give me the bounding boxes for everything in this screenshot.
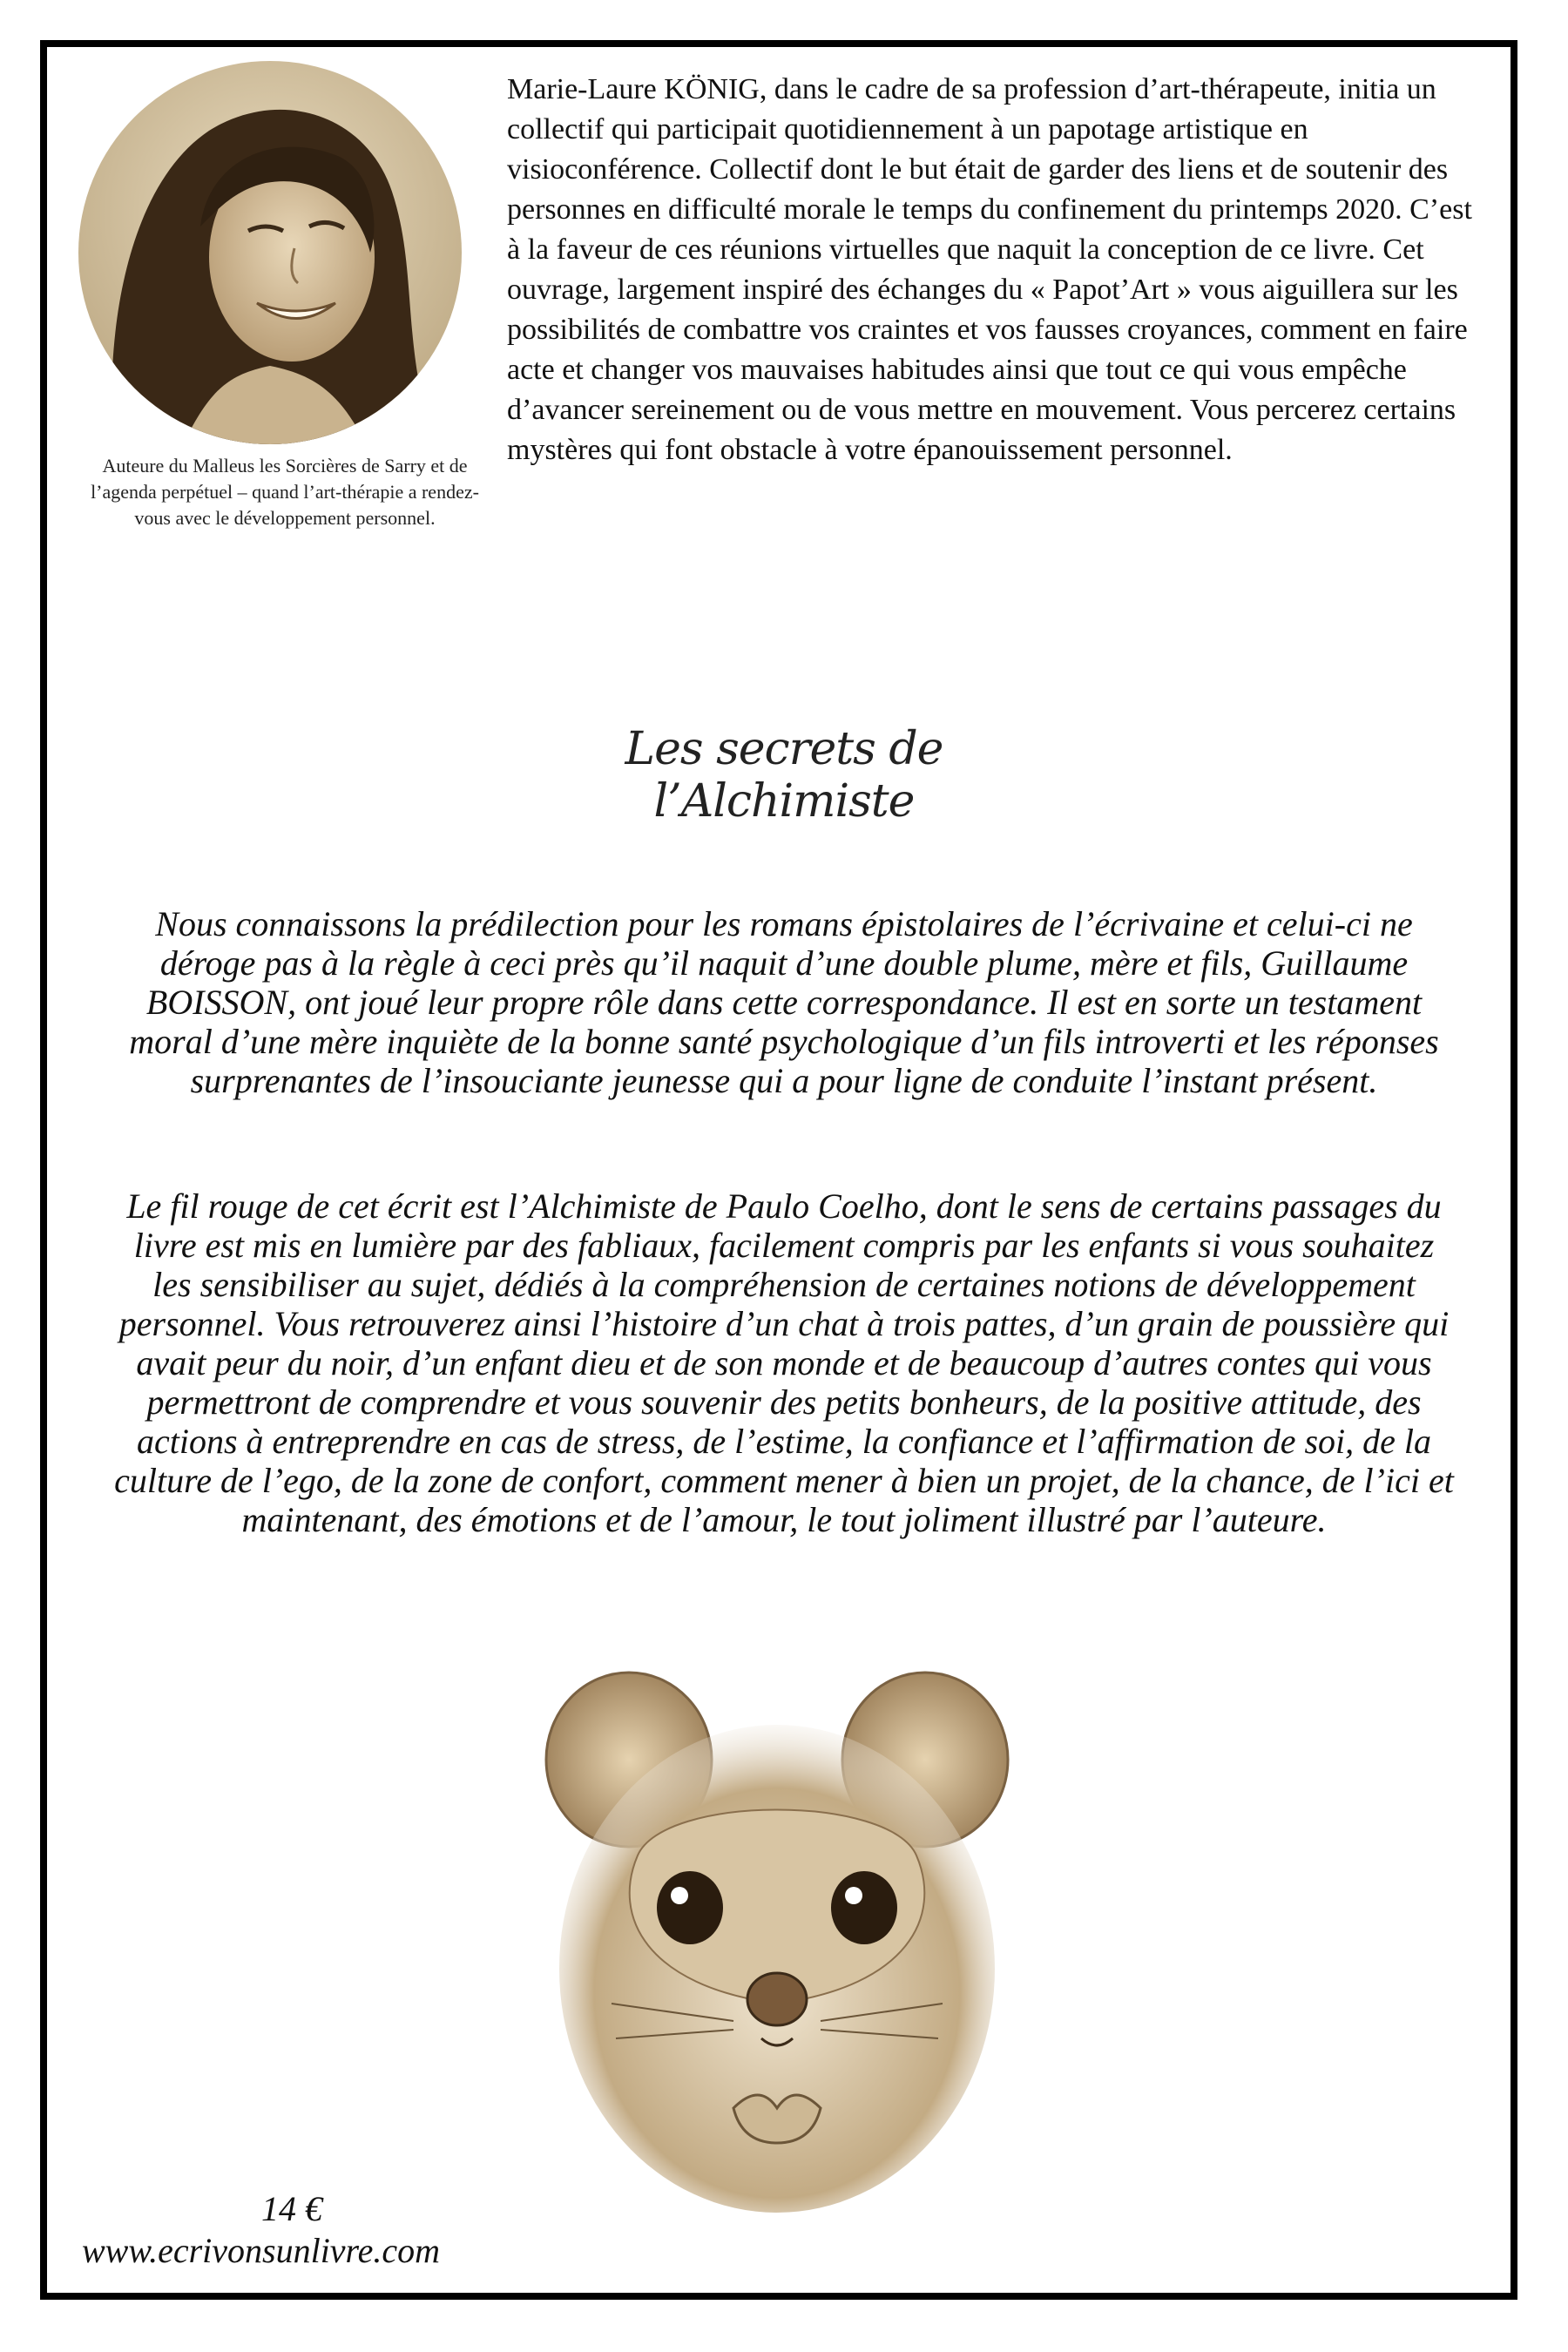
- book-title: Les secrets de l’Alchimiste: [625, 723, 943, 828]
- author-caption: Auteure du Malleus les Sorcières de Sarry et de l’agenda perpétuel – quand l’art-thérapie a rendez-vous avec le développement personnel.: [91, 455, 479, 529]
- synopsis-paragraph-2: Le fil rouge de cet écrit est l’Alchimiste de Paulo Coelho, dont le sens de certains passages du livre est mis en lumière par des fabliaux, facilement compris par les enfants si vous souhaitez les sensibiliser au sujet, dédiés à la compréhension de certaines notions de développement personnel. Vous retrouverez ainsi l’histoire d’un chat à trois pattes, d’un grain de poussière qui avait peur du noir, d’un enfant dieu et de son monde et de beaucoup d’autres contes qui vous permettront de comprendre et vous souvenir des petits bonheurs, de la positive attitude, des actions à entreprendre en cas de stress, de l’estime, la confiance et l’affirmation de soi, de la culture de l’ego, de la zone de confort, comment mener à bien un projet, de la chance, de l’ici et maintenant, des émotions et de l’amour, le tout joliment illustré par l’auteure.: [114, 1186, 1454, 1539]
- price: 14 €: [261, 2189, 322, 2228]
- author-bio: Marie-Laure KÖNIG, dans le cadre de sa profession d’art-thérapeute, initia un collectif qui participait quotidiennement à un papotage artistique en visioconférence. Collectif dont le but était de garder des liens et de soutenir des personnes en difficulté morale le temps du confinement du printemps 2020. C’est à la faveur de ces réunions virtuelles que naquit la conception de ce livre. Cet ouvrage, largement inspiré des échanges du « Papot’Art » vous aiguillera sur les possibilités de combattre vos craintes et vos fausses croyances, comment en faire acte et changer vos mauvaises habitudes ainsi que tout ce qui vous empêche d’avancer sereinement ou de vous mettre en mouvement. Vous percerez certains mystères qui font obstacle à votre épanouissement personnel.: [507, 73, 1472, 466]
- synopsis-paragraph-1: Nous connaissons la prédilection pour les romans épistolaires de l’écrivaine et celui-ci ne déroge pas à la règle à ceci près qu’il naquit d’une double plume, mère et fils, Guillaume BOISSON, ont joué leur propre rôle dans cette correspondance. Il est en sorte un testament moral d’une mère inquiète de la bonne santé psychologique d’un fils introverti et les réponses surprenantes de l’insouciante jeunesse qui a pour ligne de conduite l’instant présent.: [129, 904, 1439, 1100]
- website-link[interactable]: www.ecrivonsunlivre.com: [82, 2231, 441, 2270]
- mouse-illustration: [533, 1655, 1021, 2213]
- author-portrait: [78, 61, 462, 444]
